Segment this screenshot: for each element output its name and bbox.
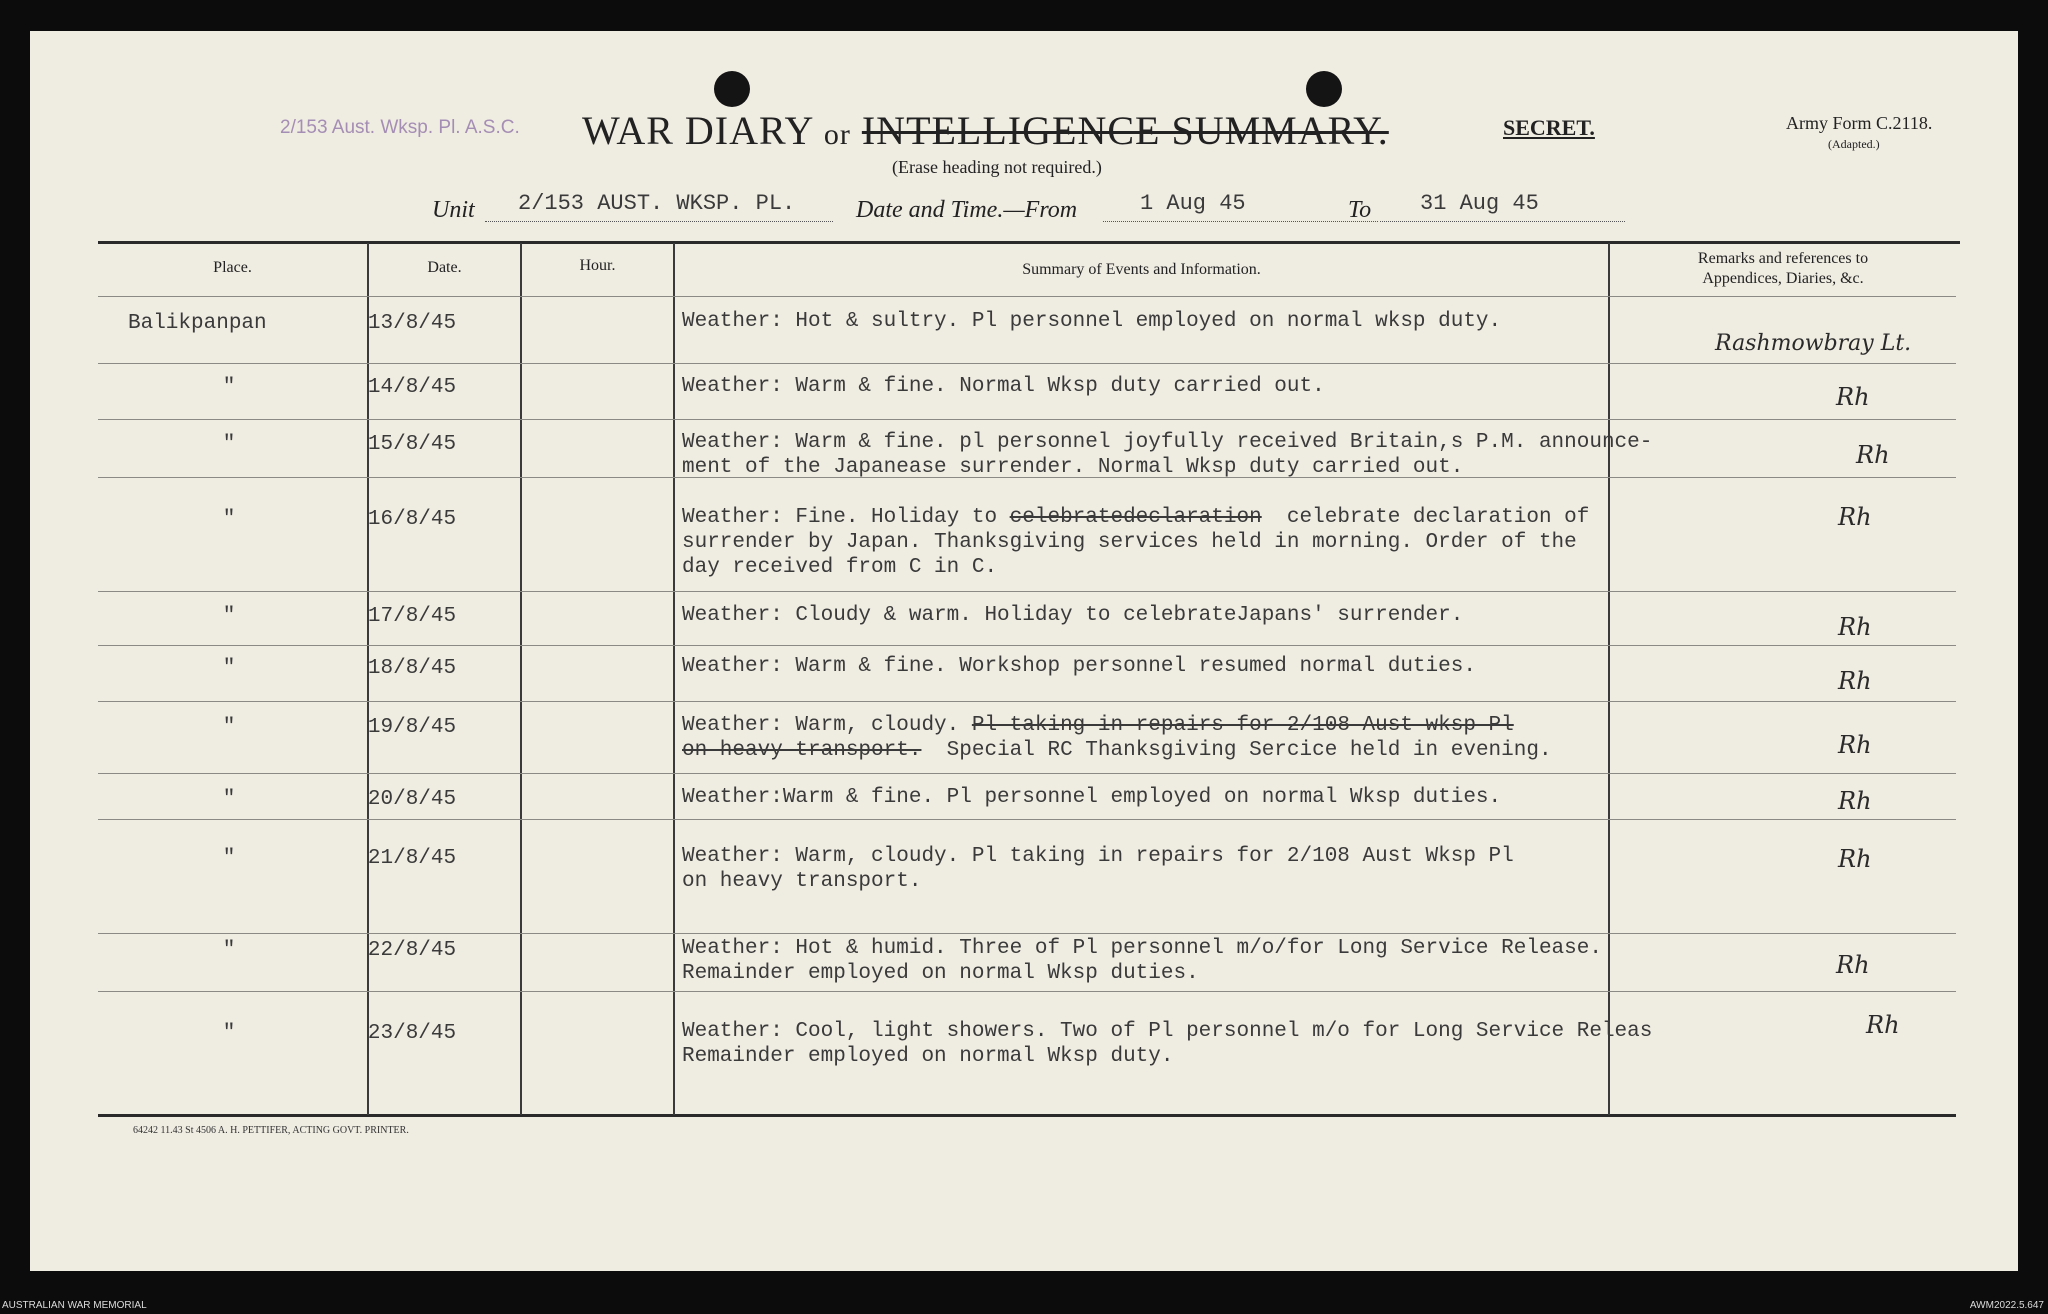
entry-19-8: Weather: Warm, cloudy. Pl taking in repairs for 2/108 Aust wksp Pl on heavy transport. Special RC Thanksgiving Sercice held in evening.	[682, 714, 1552, 762]
date-17-8: 17/8/45	[367, 605, 457, 628]
entry-18-8: Weather: Warm & fine. Workshop personnel resumed normal duties.	[682, 655, 1476, 678]
entry-23-8: Weather: Cool, light showers. Two of Pl personnel m/o for Long Service Releas Remainder employed on normal Wksp duty.	[682, 1020, 1653, 1068]
form-title	[582, 107, 1389, 154]
initials: Rh	[1838, 503, 1872, 531]
place-ditto: "	[222, 1022, 236, 1045]
initials: Rh	[1856, 441, 1890, 469]
title-war-diary: WAR DIARY	[582, 108, 813, 153]
initials: Rh	[1836, 951, 1870, 979]
date-from-label: Date and Time.—From	[856, 197, 1078, 223]
erase-note: (Erase heading not required.)	[892, 157, 1102, 177]
date-from-value: 1 Aug 45	[1140, 191, 1246, 216]
unit-label: Unit	[432, 197, 475, 223]
entry-16-8: Weather: Fine. Holiday to celebratedeclaration celebrate declaration of surrender by Japan. Thanksgiving services held in morning. Order of the day received from C in C.	[682, 506, 1590, 579]
initials: Rh	[1838, 845, 1872, 873]
secret-label: SECRET.	[1503, 115, 1595, 140]
date-18-8: 18/8/45	[367, 657, 457, 680]
accession-number: AWM2022.5.647	[1969, 1300, 2044, 1311]
initials: Rh	[1838, 731, 1872, 759]
army-form-label: Army Form C.2118.	[1786, 113, 1933, 133]
initials: Rh	[1866, 1011, 1900, 1039]
entry-21-8: Weather: Warm, cloudy. Pl taking in repairs for 2/108 Aust Wksp Pl on heavy transport.	[682, 845, 1514, 893]
struck-text: Pl taking in repairs for 2/108 Aust wksp Pl	[971, 714, 1514, 737]
date-16-8: 16/8/45	[367, 508, 457, 531]
unit-stamp: 2/153 Aust. Wksp. Pl. A.S.C.	[280, 117, 520, 138]
place-balikpanpan: Balikpanpan	[128, 312, 267, 335]
entry-13-8: Weather: Hot & sultry. Pl personnel employed on normal wksp duty.	[682, 310, 1502, 333]
date-22-8: 22/8/45	[367, 939, 457, 962]
place-ditto: "	[222, 508, 236, 531]
title-intelligence-summary: INTELLIGENCE SUMMARY.	[861, 108, 1389, 153]
col-place: Place.	[213, 259, 252, 276]
entry-22-8: Weather: Hot & humid. Three of Pl personnel m/o/for Long Service Release. Remainder employed on normal Wksp duties.	[682, 937, 1602, 985]
entry-15-8: Weather: Warm & fine. pl personnel joyfully received Britain,s P.M. announce- ment of the Japanease surrender. Normal Wksp duty carried out.	[682, 431, 1653, 479]
place-ditto: "	[222, 376, 236, 399]
title-or: or	[823, 118, 851, 151]
col-hour: Hour.	[579, 257, 616, 274]
punch-hole-left	[714, 71, 750, 107]
archive-caption: AUSTRALIAN WAR MEMORIAL	[2, 1300, 147, 1311]
struck-text: celebratedeclaration	[1009, 506, 1262, 529]
date-20-8: 20/8/45	[367, 788, 457, 811]
entry-20-8: Weather:Warm & fine. Pl personnel employed on normal Wksp duties.	[682, 786, 1502, 809]
initials: Rh	[1838, 613, 1872, 641]
entry-17-8: Weather: Cloudy & warm. Holiday to celebrateJapans' surrender.	[682, 604, 1464, 627]
struck-text: on heavy transport.	[682, 739, 922, 762]
table-top-rule	[98, 241, 1960, 244]
place-ditto: "	[222, 657, 236, 680]
date-19-8: 19/8/45	[367, 716, 457, 739]
date-23-8: 23/8/45	[367, 1022, 457, 1045]
table-bottom-rule	[98, 1114, 1956, 1117]
signature-lieutenant: Rashmowbray Lt.	[1715, 331, 1912, 356]
diary-sheet	[30, 31, 2018, 1271]
punch-hole-right	[1306, 71, 1342, 107]
date-21-8: 21/8/45	[367, 847, 457, 870]
place-ditto: "	[222, 605, 236, 628]
adapted-label: (Adapted.)	[1828, 137, 1880, 151]
date-to-value: 31 Aug 45	[1420, 191, 1539, 216]
date-14-8: 14/8/45	[367, 376, 457, 399]
initials: Rh	[1838, 667, 1872, 695]
date-13-8: 13/8/45	[367, 312, 457, 335]
place-ditto: "	[222, 847, 236, 870]
col-summary: Summary of Events and Information.	[1022, 261, 1261, 278]
initials: Rh	[1836, 383, 1870, 411]
printer-footer: 64242 11.43 St 4506 A. H. PETTIFER, ACTING GOVT. PRINTER.	[133, 1125, 409, 1136]
col-remarks: Remarks and references to Appendices, Diaries, &c.	[1697, 250, 1869, 287]
date-15-8: 15/8/45	[367, 433, 457, 456]
entry-14-8: Weather: Warm & fine. Normal Wksp duty carried out.	[682, 375, 1325, 398]
place-ditto: "	[222, 433, 236, 456]
unit-value: 2/153 AUST. WKSP. PL.	[518, 191, 796, 216]
place-ditto: "	[222, 939, 236, 962]
date-to-label: To	[1348, 197, 1372, 223]
place-ditto: "	[222, 716, 236, 739]
place-ditto: "	[222, 788, 236, 811]
initials: Rh	[1838, 787, 1872, 815]
col-date: Date.	[427, 259, 462, 276]
